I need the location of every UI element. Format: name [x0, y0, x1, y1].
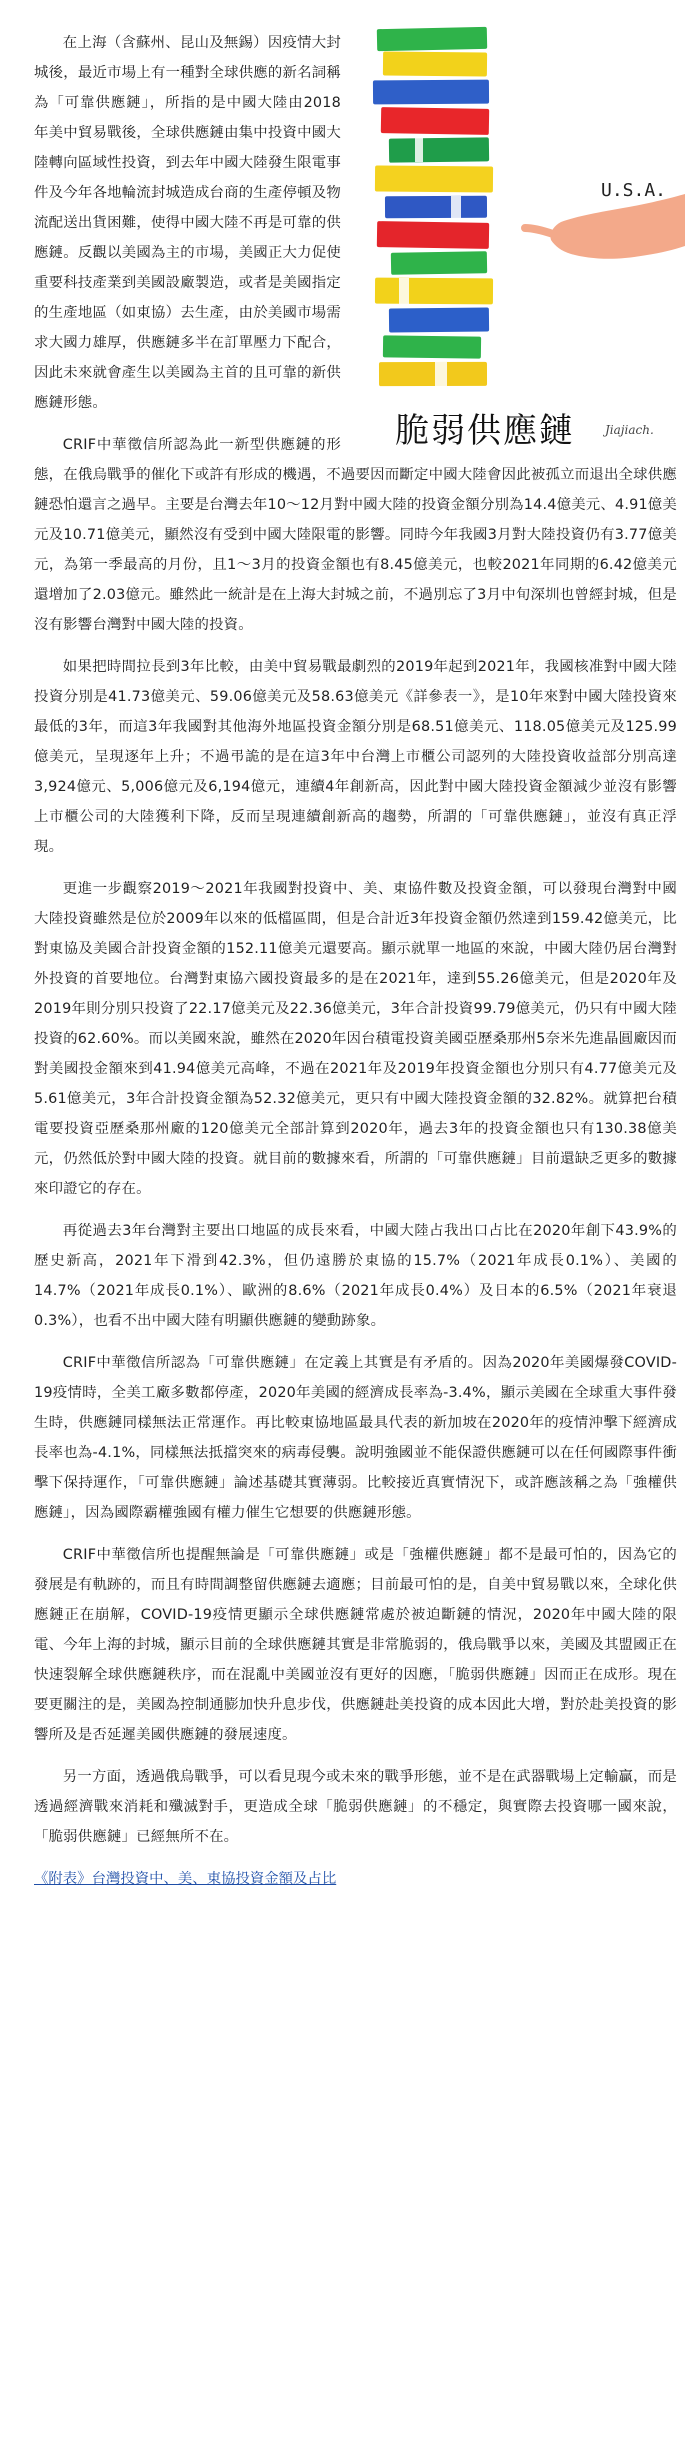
paragraph-8: 另一方面，透過俄烏戰爭，可以看見現今或未來的戰爭形態，並不是在武器戰場上定輸贏，而是透過經濟戰來消耗和殲滅對手，更造成全球「脆弱供應鏈」的不穩定，與實際去投資哪一國來說，「脆弱供應鏈」已經無所不在。: [34, 1769, 677, 1845]
paragraph-1: 在上海（含蘇州、昆山及無錫）因疫情大封城後，最近市場上有一種對全球供應的新名詞稱為「可靠供應鏈」，所指的是中國大陸由2018年美中貿易戰後，全球供應鏈由集中投資中國大陸轉向區域性投資，到去年中國大陸發生限電事件及今年各地輪流封城造成台商的生產停頓及物流配送出貨困難，使得中國大陸不再是可靠的供應鏈。反觀以美國為主的市場，美國正大力促使重要科技產業到美國設廠製造，或者是美國指定的生產地區（如東協）去生產，由於美國市場需求大國力雄厚，供應鏈多半在訂單壓力下配合，因此未來就會產生以美國為主首的且可靠的新供應鏈形態。: [34, 35, 341, 411]
hand-finger: [525, 228, 553, 234]
tower-block-gap: [399, 278, 409, 304]
hand-label: U.S.A.: [601, 180, 667, 201]
tower-block: [389, 307, 489, 332]
paragraph-6: CRIF中華徵信所認為「可靠供應鏈」在定義上其實是有矛盾的。因為2020年美國爆發COVID-19疫情時，全美工廠多數都停產，2020年美國的經濟成長率為-3.4%，顯示美國在全球重大事件發生時，供應鏈同樣無法正常運作。再比較東協地區最具代表的新加坡在2020年的疫情沖擊下經濟成長率也為-4.1%，同樣無法抵擋突來的病毒侵襲。說明強國並不能保證供應鏈可以在任何國際事件衝擊下保持運作，「可靠供應鏈」論述基礎其實薄弱。比較接近真實情況下，或許應該稱之為「強權供應鏈」，因為國際霸權強國有權力催生它想要的供應鏈形態。: [34, 1355, 677, 1521]
jenga-illustration: [355, 22, 685, 458]
tower-block: [383, 51, 487, 76]
tower-block-gap: [451, 196, 461, 218]
illustration-caption: 脆弱供應鏈: [395, 411, 575, 451]
paragraph-3: 如果把時間拉長到3年比較，由美中貿易戰最劇烈的2019年起到2021年，我國核准對中國大陸投資分別是41.73億美元、59.06億美元及58.63億美元《詳參表一》，是10年來對中國大陸投資來最低的3年，而這3年我國對其他海外地區投資金額分別是68.51億美元、118.05億美元及125.99億美元，呈現逐年上升；不過弔詭的是在這3年中台灣上市櫃公司認列的大陸投資收益部分別高達3,924億元、5,006億元及6,194億元，連續4年創新高，因此對中國大陸投資金額減少並沒有影響上市櫃公司的大陸獲利下降，反而呈現連續創新高的趨勢，所謂的「可靠供應鏈」，並沒有真正浮現。: [34, 659, 677, 855]
tower-block: [379, 362, 487, 386]
tower-block: [389, 137, 489, 162]
paragraph-4: 更進一步觀察2019～2021年我國對投資中、美、東協件數及投資金額，可以發現台灣對中國大陸投資雖然是位於2009年以來的低檔區間，但是合計近3年投資金額仍然達到159.42億美元，比對東協及美國合計投資金額的152.11億美元還要高。顯示就單一地區的來說，中國大陸仍居台灣對外投資的首要地位。台灣對東協六國投資最多的是在2021年，達到55.26億美元，但是2020年及2019年則分別只投資了22.17億美元及22.36億美元，3年合計投資99.79億美元，仍只有中國大陸投資的62.60%。而以美國來說，雖然在2020年因台積電投資美國亞歷桑那州5奈米先進晶圓廠因而對美國投金額來到41.94億美元高峰，不過在2021年及2019年投資金額也分別只有4.77億美元及5.61億美元，3年合計投資金額為52.32億美元，更只有中國大陸投資金額的32.82%。就算把台積電要投資亞歷桑那州廠的120億美元全部計算到2020年，過去3年的投資金額也只有130.38億美元，仍然低於對中國大陸的投資。就目前的數據來看，所謂的「可靠供應鏈」目前還缺乏更多的數據來印證它的存在。: [34, 881, 677, 1197]
paragraph-2: CRIF中華徵信所認為此一新型供應鏈的形態，在俄烏戰爭的催化下或許有形成的機遇，不過要因而斷定中國大陸會因此被孤立而退出全球供應鏈恐怕還言之過早。主要是台灣去年10～12月對中國大陸的投資金額分別為14.4億美元、4.91億美元及10.71億美元，顯然沒有受到中國大陸限電的影響。同時今年我國3月對大陸投資仍有3.77億美元，為第一季最高的月份，且1～3月的投資金額也有8.45億美元，也較2021年同期的6.42億美元還增加了2.03億元。雖然此一統計是在上海大封城之前，不過別忘了3月中旬深圳也曾經封城，但是沒有影響台灣對中國大陸的投資。: [34, 437, 677, 633]
tower-block: [385, 196, 487, 219]
tower-block-gap: [415, 138, 423, 162]
tower-blocks: [373, 27, 493, 386]
paragraph-5: 再從過去3年台灣對主要出口地區的成長來看，中國大陸占我出口占比在2020年創下43.9%的歷史新高，2021年下滑到42.3%，但仍遠勝於東協的15.7%（2021年成長0.1%）、美國的14.7%（2021年成長0.1%）、歐洲的8.6%（2021年成長0.4%）及日本的6.5%（2021年衰退0.3%），也看不出中國大陸有明顯供應鏈的變動跡象。: [34, 1223, 677, 1329]
appendix-link[interactable]: 《附表》台灣投資中、美、東協投資金額及占比: [34, 1871, 337, 1887]
jenga-tower-image: [355, 22, 685, 458]
tower-block: [381, 107, 489, 135]
tower-block: [373, 80, 489, 105]
tower-block: [383, 335, 481, 358]
paragraph-7: CRIF中華徵信所也提醒無論是「可靠供應鏈」或是「強權供應鏈」都不是最可怕的，因為它的發展是有軌跡的，而且有時間調整留供應鏈去適應；目前最可怕的是，自美中貿易戰以來，全球化供應鏈正在崩解，COVID-19疫情更顯示全球供應鏈常處於被迫斷鏈的情況，2020年中國大陸的限電、今年上海的封城，顯示目前的全球供應鏈其實是非常脆弱的，俄烏戰爭以來，美國及其盟國正在快速裂解全球供應鏈秩序，而在混亂中美國並沒有更好的因應，「脆弱供應鏈」因而正在成形。現在要更關注的是，美國為控制通膨加快升息步伐，供應鏈赴美投資的成本因此大增，對於赴美投資的影響所及是否延遲美國供應鏈的發展速度。: [34, 1547, 677, 1743]
tower-block: [377, 221, 489, 249]
hand-shape: [550, 194, 685, 259]
tower-block: [375, 278, 493, 305]
tower-block-gap: [435, 362, 447, 386]
illustration-signature: Jiajiach.: [605, 423, 654, 437]
tower-block: [391, 251, 487, 275]
tower-block: [377, 27, 487, 51]
tower-block: [375, 165, 493, 192]
